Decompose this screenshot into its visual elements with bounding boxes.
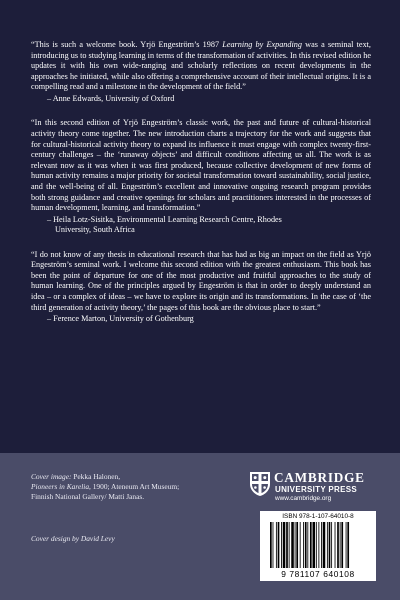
barcode-bar	[329, 522, 331, 568]
credit-label: Cover image:	[31, 472, 72, 481]
barcode-bar	[303, 522, 304, 568]
barcode-bar	[347, 522, 349, 568]
publisher-subname: UNIVERSITY PRESS	[275, 485, 358, 494]
quote-text: “I do not know of any thesis in educational research that has had as big an impact on the field as Yrjö Engeström’s seminal work. I welcome this second edition with the greatest enthusiasm. This book has been the point of departure for one of the most productive and fruitful approaches to the study of human learning. One of the principles argued by Engeström is that in order to deeply understand an idea – or a complex of ideas – we have to explore its origin and its transformations. In the case of ‘the third generation of activity theory,’ the pages of this book are the obvious place to start.”	[31, 249, 371, 312]
barcode-bar	[346, 522, 347, 568]
review-quote-1-text	[31, 40, 371, 93]
barcode-bar	[337, 522, 339, 568]
credit-work-rest: , 1900; Ateneum Art Museum;	[89, 481, 180, 491]
review-blurbs	[31, 40, 371, 339]
barcode-bar	[270, 522, 272, 568]
credit-artist: Pekka Halonen,	[71, 472, 121, 481]
quote-text: was a seminal text, introducing us to studying learning in terms of the transformation of activities. In this revised edition he updates it with his own wide-ranging and scholarly reflections on recent developments in the approaches he initiated, while also offering a comprehensive account of their intellectual origins. It is a compelling read and a milestone in the development of the field.”	[31, 40, 371, 92]
barcode-bar	[323, 522, 326, 568]
barcode-bar	[307, 522, 308, 568]
publisher-url: www.cambridge.org	[275, 495, 332, 502]
attribution-text: – Ference Marton, University of Gothenburg	[47, 314, 194, 324]
barcode-bar	[318, 522, 319, 568]
book-title-italic: Learning by Expanding	[222, 40, 302, 49]
barcode-bar	[295, 522, 296, 568]
barcode-bars	[268, 522, 368, 568]
review-quote-1	[31, 40, 371, 104]
barcode-bar	[300, 522, 301, 568]
publisher-logo	[249, 470, 374, 504]
cover-design-credit: Cover design by David Levy	[31, 534, 115, 543]
barcode-bar	[276, 522, 277, 568]
barcode-bar	[281, 522, 282, 568]
review-attribution-1	[47, 94, 371, 104]
cover-image-credit	[31, 472, 211, 501]
publisher-name: CAMBRIDGE	[274, 470, 365, 485]
review-quote-3-text	[31, 250, 371, 314]
barcode-bar	[273, 522, 274, 568]
quote-text: “In this second edition of Yrjö Engeström’s classic work, the past and future of cultural-historical activity theory come together. The new introduction charts a trajectory for the work and suggests that for cultural-historical activity theory to expand its influence it must engage with complex twenty-first-century challenges – the ‘runaway objects’ and difficult conditions affecting us all. The work is as relevant now as it was when it was first produced, because collective development of new forms of human activity remains a major priority for societal transformation toward sustainability, social justice, and the well-being of all. Engeström’s excellent and innovative ongoing research program provides both strong guidance and creative openings for scholars and practitioners interested in the processes of human development, learning, and transformation.”	[31, 118, 371, 213]
barcode-bar	[327, 522, 328, 568]
barcode-digits: 9 781107 640108	[281, 569, 355, 579]
barcode-bar	[313, 522, 316, 568]
attribution-text: – Anne Edwards, University of Oxford	[47, 93, 175, 103]
review-quote-2-text	[31, 118, 371, 213]
barcode-bar	[331, 522, 332, 568]
attribution-text-cont: University, South Africa	[55, 225, 135, 235]
barcode-bar	[310, 522, 312, 568]
isbn-label: ISBN 978-1-107-64010-8	[282, 513, 354, 520]
barcode-bar	[278, 522, 280, 568]
review-quote-2	[31, 118, 371, 235]
barcode-bar	[335, 522, 336, 568]
barcode-bar	[316, 522, 317, 568]
credit-line-3: Finnish National Gallery/ Matti Janas.	[31, 491, 145, 501]
barcode-bar	[291, 522, 294, 568]
barcode-bar	[340, 522, 341, 568]
attribution-text: – Heila Lotz-Sisitka, Environmental Learning Research Centre, Rhodes	[47, 214, 282, 224]
barcode-bar	[286, 522, 288, 568]
barcode	[260, 511, 376, 581]
review-attribution-2	[47, 215, 371, 236]
barcode-bar	[296, 522, 298, 568]
credit-work-title: Pioneers in Karelia	[31, 481, 90, 491]
barcode-bar	[341, 522, 343, 568]
shield-icon	[249, 471, 271, 497]
review-quote-3	[31, 250, 371, 325]
barcode-bar	[289, 522, 290, 568]
barcode-bar	[283, 522, 286, 568]
barcode-bar	[305, 522, 307, 568]
barcode-bar	[321, 522, 322, 568]
quote-text: “This is such a welcome book. Yrjö Engeström’s 1987	[31, 40, 223, 49]
review-attribution-3	[47, 314, 371, 324]
